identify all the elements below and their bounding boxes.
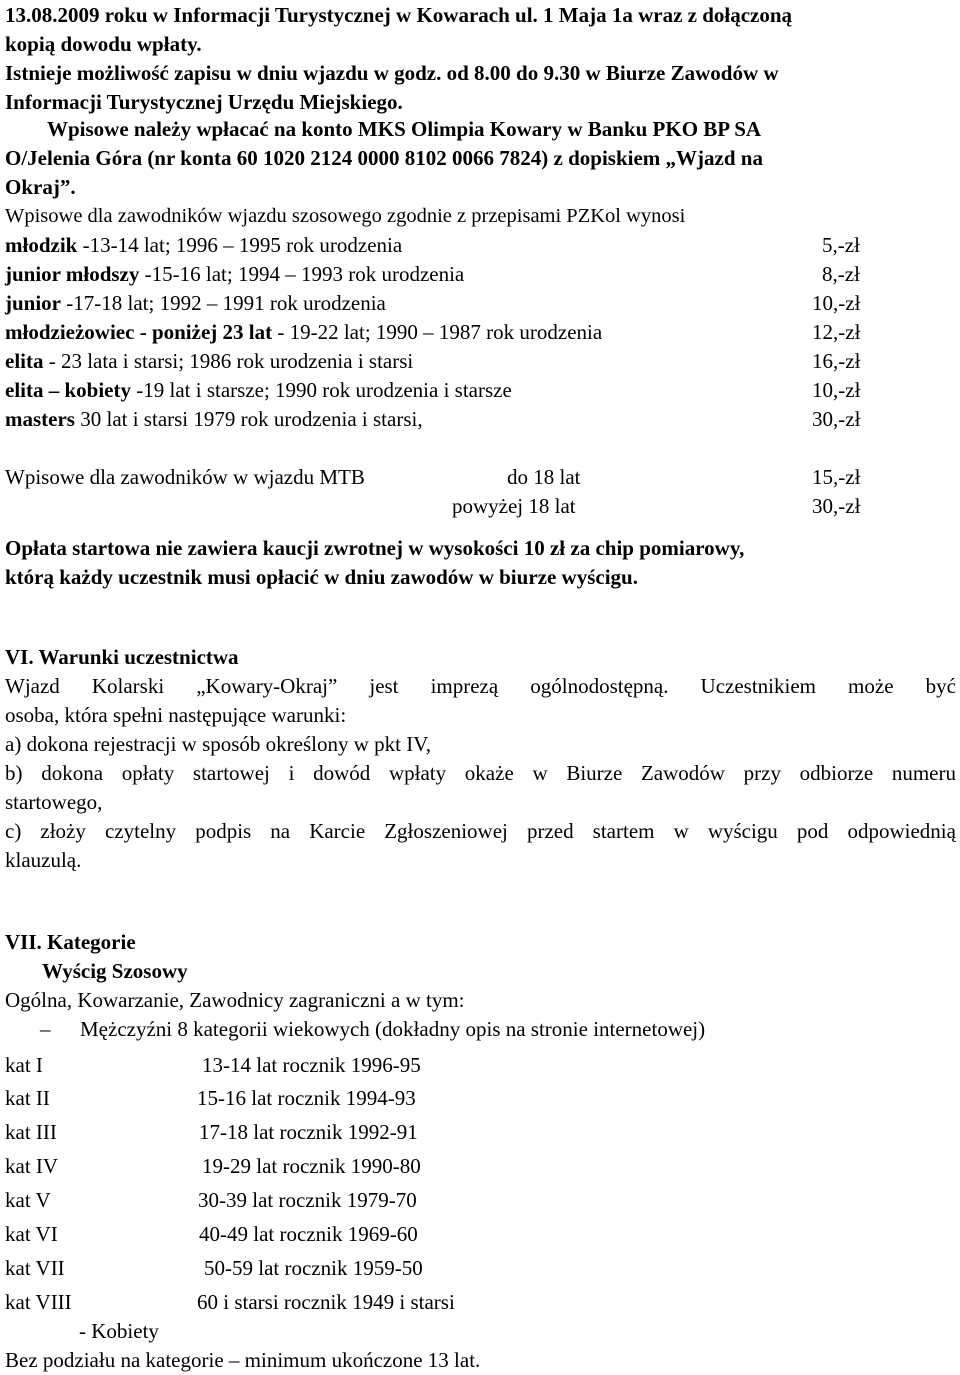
category-description: 60 i starsi rocznik 1949 i starsi — [197, 1290, 455, 1314]
word: okaże — [464, 761, 514, 785]
fee-category: junior młodszy — [5, 262, 140, 286]
word: Zawodów — [640, 761, 725, 785]
word: dokona — [41, 761, 104, 785]
word: c) — [5, 819, 22, 843]
category-description: 30-39 lat rocznik 1979-70 — [198, 1188, 417, 1212]
fee-row — [5, 319, 602, 345]
fee-category: masters — [5, 407, 75, 431]
mtb-over-18: powyżej 18 lat — [452, 494, 576, 518]
fee-amount: 10,-zł — [812, 378, 861, 402]
mtb-under-18: do 18 lat — [507, 465, 581, 489]
mtb-under-18-fee: 15,-zł — [812, 465, 861, 489]
word: ogólnodostępną. — [530, 674, 669, 698]
word: przy — [743, 761, 781, 785]
fee-amount: 30,-zł — [812, 407, 861, 431]
fee-description: -13-14 lat; 1996 – 1995 rok urodzenia — [77, 233, 403, 257]
fee-row — [5, 348, 413, 374]
chip-note-line-1: Opłata startowa nie zawiera kaucji zwrotnej w wysokości 10 zł za chip pomiarowy, — [5, 536, 745, 560]
fee-row — [5, 290, 386, 316]
word: jest — [369, 674, 399, 698]
fee-category: elita – kobiety — [5, 378, 131, 402]
fee-row — [5, 406, 423, 432]
word: startowej — [192, 761, 270, 785]
fee-row — [5, 377, 512, 403]
word: w — [532, 761, 548, 785]
mtb-fee-label: Wpisowe dla zawodników w wjazdu MTB — [5, 465, 365, 489]
word: Wjazd — [5, 674, 60, 698]
word: b) — [5, 761, 23, 785]
section-7-heading: VII. Kategorie — [5, 930, 136, 954]
category-label: kat III — [5, 1120, 57, 1144]
word: odpowiednią — [847, 819, 956, 843]
word: może — [848, 674, 894, 698]
word: czytelny — [104, 819, 177, 843]
fee-amount: 8,-zł — [822, 262, 860, 286]
category-description: 15-16 lat rocznik 1994-93 — [197, 1086, 416, 1110]
intro-line-5: Wpisowe należy wpłacać na konto MKS Olimpia Kowary w Banku PKO BP SA — [47, 117, 762, 141]
fee-description: -17-18 lat; 1992 – 1991 rok urodzenia — [61, 291, 386, 315]
category-label: kat IV — [5, 1154, 59, 1178]
fee-category: młodzik — [5, 233, 78, 257]
category-description: 17-18 lat rocznik 1992-91 — [199, 1120, 418, 1144]
chip-note-line-2: którą każdy uczestnik musi opłacić w dniu zawodów w biurze wyścigu. — [5, 565, 638, 589]
section-6-paragraph-line-1 — [5, 673, 956, 699]
word: wyścigu — [707, 819, 778, 843]
category-description: 19-29 lat rocznik 1990-80 — [202, 1154, 421, 1178]
category-label: kat VIII — [5, 1290, 72, 1314]
condition-a: a) dokona rejestracji w sposób określony w pkt IV, — [5, 732, 431, 756]
fee-category: młodzieżowiec - poniżej 23 lat — [5, 320, 273, 344]
fee-amount: 10,-zł — [812, 291, 861, 315]
intro-line-2: kopią dowodu wpłaty. — [5, 32, 202, 56]
fee-description: -19 lat i starsze; 1990 rok urodzenia i starsze — [131, 378, 512, 402]
word: złoży — [40, 819, 86, 843]
intro-line-1: 13.08.2009 roku w Informacji Turystycznej w Kowarach ul. 1 Maja 1a wraz z dołączoną — [5, 3, 793, 27]
section-6-heading: VI. Warunki uczestnictwa — [5, 645, 239, 669]
word: być — [925, 674, 956, 698]
word: dowód — [313, 761, 371, 785]
fee-amount: 16,-zł — [812, 349, 861, 373]
fee-amount: 5,-zł — [822, 233, 860, 257]
category-description: 13-14 lat rocznik 1996-95 — [202, 1053, 421, 1077]
general-classification: Ogólna, Kowarzanie, Zawodnicy zagraniczni a w tym: — [5, 988, 465, 1012]
category-label: kat VI — [5, 1222, 58, 1246]
word: pod — [796, 819, 829, 843]
word: Biurze — [566, 761, 623, 785]
road-race-subheading: Wyścig Szosowy — [42, 959, 188, 983]
word: imprezą — [430, 674, 499, 698]
fee-category: elita — [5, 349, 44, 373]
word: Karcie — [309, 819, 366, 843]
women-category: - Kobiety — [79, 1319, 159, 1343]
word: i — [288, 761, 295, 785]
fee-description: -15-16 lat; 1994 – 1993 rok urodzenia — [139, 262, 465, 286]
list-dash: – — [40, 1017, 51, 1041]
category-description: 50-59 lat rocznik 1959-50 — [204, 1256, 423, 1280]
fees-heading: Wpisowe dla zawodników wjazdu szosowego zgodnie z przepisami PZKol wynosi — [5, 205, 686, 227]
condition-b-line-1 — [5, 760, 956, 786]
intro-line-4: Informacji Turystycznej Urzędu Miejskiego. — [5, 90, 403, 114]
men-categories: Mężczyźni 8 kategorii wiekowych (dokładny opis na stronie internetowej) — [80, 1017, 706, 1041]
word: na — [270, 819, 291, 843]
intro-line-6: O/Jelenia Góra (nr konta 60 1020 2124 0000 8102 0066 7824) z dopiskiem „Wjazd na — [5, 146, 763, 170]
word: startem — [592, 819, 655, 843]
word: podpis — [195, 819, 252, 843]
word: Zgłoszeniowej — [384, 819, 508, 843]
condition-c-line-2: klauzulą. — [5, 848, 82, 872]
section-6-paragraph-line-2: osoba, która spełni następujące warunki: — [5, 703, 347, 727]
category-label: kat II — [5, 1086, 50, 1110]
fee-row — [5, 232, 402, 258]
word: w — [673, 819, 689, 843]
word: Uczestnikiem — [700, 674, 816, 698]
word: opłaty — [121, 761, 175, 785]
word: Kolarski — [91, 674, 165, 698]
word: przed — [526, 819, 574, 843]
intro-line-3: Istnieje możliwość zapisu w dniu wjazdu w godz. od 8.00 do 9.30 w Biurze Zawodów w — [5, 61, 779, 85]
fee-description: - 23 lata i starsi; 1986 rok urodzenia i starsi — [43, 349, 414, 373]
word: wpłaty — [388, 761, 447, 785]
condition-b-line-2: startowego, — [5, 790, 103, 814]
fee-category: junior — [5, 291, 62, 315]
fee-description: - 19-22 lat; 1990 – 1987 rok urodzenia — [272, 320, 603, 344]
condition-c-line-1 — [5, 818, 956, 844]
category-label: kat VII — [5, 1256, 65, 1280]
category-label: kat V — [5, 1188, 51, 1212]
category-label: kat I — [5, 1053, 43, 1077]
category-description: 40-49 lat rocznik 1969-60 — [199, 1222, 418, 1246]
word: „Kowary-Okraj” — [196, 674, 338, 698]
mtb-over-18-fee: 30,-zł — [812, 494, 861, 518]
word: odbiorze — [799, 761, 874, 785]
no-split-note: Bez podziału na kategorie – minimum ukończone 13 lat. — [5, 1348, 481, 1372]
intro-line-7: Okraj”. — [5, 175, 76, 199]
fee-description: 30 lat i starsi 1979 rok urodzenia i starsi, — [74, 407, 423, 431]
fee-row — [5, 261, 464, 287]
fee-amount: 12,-zł — [812, 320, 861, 344]
word: numeru — [891, 761, 956, 785]
